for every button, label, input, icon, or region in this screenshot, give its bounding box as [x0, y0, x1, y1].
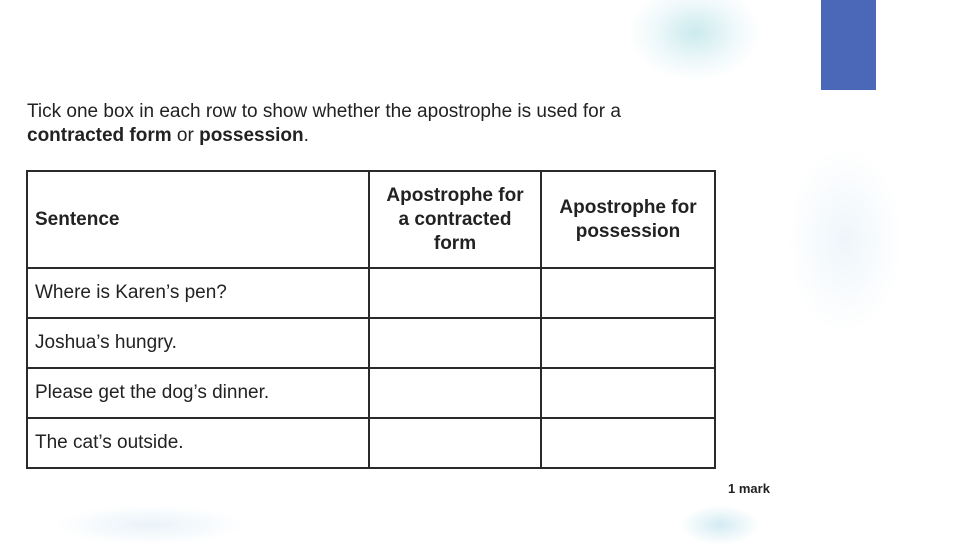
- possession-tick-box[interactable]: [541, 418, 715, 468]
- instruction-text-or: or: [171, 125, 200, 146]
- question-instruction: [27, 100, 717, 148]
- table-header-row: [27, 171, 715, 268]
- instruction-text-part1: Tick one box in each row to show whether the apostrophe is used for a: [27, 101, 621, 122]
- sentence-cell: Please get the dog’s dinner.: [27, 368, 369, 418]
- sentence-cell: The cat’s outside.: [27, 418, 369, 468]
- header-contracted-line1: Apostrophe for: [386, 184, 524, 206]
- instruction-bold-possession: possession: [199, 125, 304, 146]
- contracted-tick-box[interactable]: [369, 368, 541, 418]
- contracted-tick-box[interactable]: [369, 318, 541, 368]
- header-contracted-form: [369, 171, 541, 268]
- header-possession: [541, 171, 715, 268]
- accent-bar: [821, 0, 876, 90]
- sentence-cell: Joshua’s hungry.: [27, 318, 369, 368]
- instruction-bold-contracted: contracted form: [27, 125, 172, 146]
- possession-tick-box[interactable]: [541, 368, 715, 418]
- header-sentence-label: Sentence: [35, 208, 120, 230]
- table-row: [27, 268, 715, 318]
- header-sentence: [27, 171, 369, 268]
- table-row: [27, 318, 715, 368]
- answer-table: [26, 170, 716, 469]
- header-possession-line2: possession: [575, 220, 681, 242]
- possession-tick-box[interactable]: [541, 318, 715, 368]
- table-row: [27, 368, 715, 418]
- contracted-tick-box[interactable]: [369, 418, 541, 468]
- sentence-cell: Where is Karen’s pen?: [27, 268, 369, 318]
- decorative-glow-right: [790, 150, 900, 330]
- header-contracted-line2: a contracted: [398, 208, 512, 230]
- instruction-text-end: .: [303, 125, 309, 146]
- decorative-glow-top: [630, 0, 760, 80]
- decorative-glow-bottom-right: [680, 505, 760, 545]
- mark-label: 1 mark: [728, 481, 770, 496]
- header-possession-line1: Apostrophe for: [559, 196, 697, 218]
- possession-tick-box[interactable]: [541, 268, 715, 318]
- contracted-tick-box[interactable]: [369, 268, 541, 318]
- table-row: [27, 418, 715, 468]
- decorative-glow-bottom-left: [55, 505, 245, 545]
- header-contracted-line3: form: [433, 232, 477, 254]
